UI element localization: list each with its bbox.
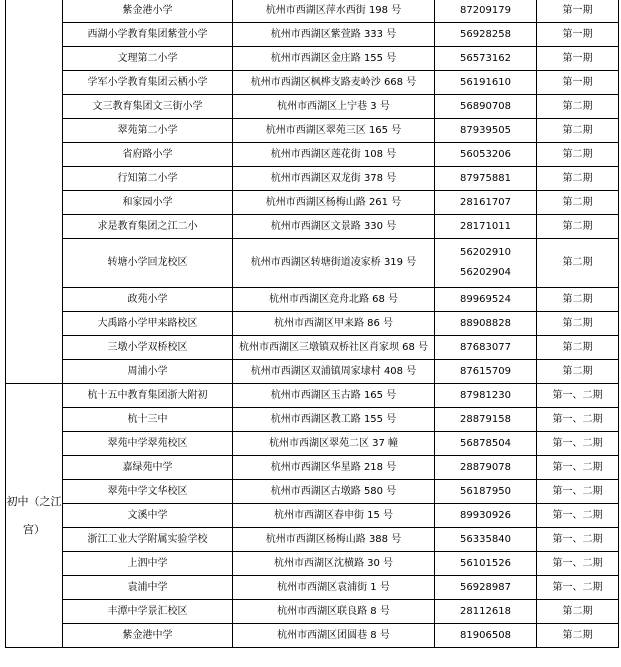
- table-row: [6, 167, 619, 191]
- address-cell: 杭州市西湖区双浦镇周家埭村 408 号: [233, 360, 435, 384]
- school-name-cell: 求是教育集团之江二小: [63, 215, 233, 239]
- school-name-cell: 和家园小学: [63, 191, 233, 215]
- period-cell: 第一期: [537, 71, 619, 95]
- table-row: [6, 384, 619, 408]
- address-cell: 杭州市西湖区杨梅山路 261 号: [233, 191, 435, 215]
- school-name-cell: 西湖小学教育集团紫萱小学: [63, 23, 233, 47]
- address-cell: 杭州市西湖区袁浦街 1 号: [233, 576, 435, 600]
- table-row: [6, 432, 619, 456]
- table-row: [6, 215, 619, 239]
- address-cell: 杭州市西湖区竞舟北路 68 号: [233, 288, 435, 312]
- table-row: [6, 191, 619, 215]
- address-cell: 杭州市西湖区三墩镇双桥社区肖家坝 68 号: [233, 336, 435, 360]
- table-row: [6, 23, 619, 47]
- table-row: [6, 239, 619, 288]
- address-cell: 杭州市西湖区古墩路 580 号: [233, 480, 435, 504]
- address-cell: 杭州市西湖区莲花街 108 号: [233, 143, 435, 167]
- school-name-cell: 紫金港小学: [63, 0, 233, 23]
- period-cell: 第二期: [537, 288, 619, 312]
- table-row: [6, 528, 619, 552]
- school-name-cell: 杭十五中教育集团浙大附初: [63, 384, 233, 408]
- phone-cell: 56101526: [435, 552, 537, 576]
- period-cell: 第二期: [537, 624, 619, 648]
- phone-number: 56202910: [460, 247, 511, 258]
- phone-cell: 87615709: [435, 360, 537, 384]
- school-name-cell: 周浦小学: [63, 360, 233, 384]
- phone-cell: 88908828: [435, 312, 537, 336]
- table-body: [6, 0, 619, 648]
- address-cell: 杭州市西湖区翠苑二区 37 幢: [233, 432, 435, 456]
- period-cell: 第一、二期: [537, 480, 619, 504]
- school-name-cell: 杭十三中: [63, 408, 233, 432]
- table-row: [6, 119, 619, 143]
- phone-number: 56202904: [460, 267, 511, 278]
- school-name-cell: 文三教育集团文三街小学: [63, 95, 233, 119]
- period-cell: 第一、二期: [537, 384, 619, 408]
- period-cell: 第二期: [537, 119, 619, 143]
- address-cell: 杭州市西湖区枫桦支路麦岭沙 668 号: [233, 71, 435, 95]
- period-cell: 第一、二期: [537, 408, 619, 432]
- school-name-cell: 转塘小学回龙校区: [63, 239, 233, 288]
- table-row: [6, 552, 619, 576]
- period-cell: 第一、二期: [537, 576, 619, 600]
- school-name-cell: 行知第二小学: [63, 167, 233, 191]
- table-row: [6, 504, 619, 528]
- period-cell: 第二期: [537, 600, 619, 624]
- phone-cell: 28171011: [435, 215, 537, 239]
- address-cell: 杭州市西湖区教工路 155 号: [233, 408, 435, 432]
- table-row: [6, 600, 619, 624]
- address-cell: 杭州市西湖区甲来路 86 号: [233, 312, 435, 336]
- address-cell: 杭州市西湖区团圆巷 8 号: [233, 624, 435, 648]
- phone-cell: 87939505: [435, 119, 537, 143]
- period-cell: 第一、二期: [537, 432, 619, 456]
- table-row: [6, 576, 619, 600]
- period-cell: 第一、二期: [537, 528, 619, 552]
- table-row: [6, 0, 619, 23]
- phone-cell: 28879078: [435, 456, 537, 480]
- period-cell: 第一期: [537, 47, 619, 71]
- school-name-cell: 学军小学教育集团云栖小学: [63, 71, 233, 95]
- address-cell: 杭州市西湖区紫萱路 333 号: [233, 23, 435, 47]
- phone-cell: 56187950: [435, 480, 537, 504]
- phone-cell: 87683077: [435, 336, 537, 360]
- school-name-cell: 翠苑中学翠苑校区: [63, 432, 233, 456]
- period-cell: 第二期: [537, 336, 619, 360]
- phone-cell: 56928987: [435, 576, 537, 600]
- period-cell: 第一期: [537, 0, 619, 23]
- table-row: [6, 360, 619, 384]
- phone-cell: 28112618: [435, 600, 537, 624]
- table-row: [6, 624, 619, 648]
- table-row: [6, 71, 619, 95]
- phone-cell: 56928258: [435, 23, 537, 47]
- phone-cell: 87981230: [435, 384, 537, 408]
- phone-cell: 56573162: [435, 47, 537, 71]
- address-cell: 杭州市西湖区沈横路 30 号: [233, 552, 435, 576]
- phone-cell: 56053206: [435, 143, 537, 167]
- school-name-cell: 三墩小学双桥校区: [63, 336, 233, 360]
- phone-cell: 28161707: [435, 191, 537, 215]
- address-cell: 杭州市西湖区杨梅山路 388 号: [233, 528, 435, 552]
- school-name-cell: 袁浦中学: [63, 576, 233, 600]
- table-row: [6, 408, 619, 432]
- school-name-cell: 丰潭中学景汇校区: [63, 600, 233, 624]
- period-cell: 第二期: [537, 312, 619, 336]
- period-cell: 第一、二期: [537, 504, 619, 528]
- table-row: [6, 95, 619, 119]
- school-schedule-table: [5, 0, 619, 648]
- period-cell: 第二期: [537, 215, 619, 239]
- phone-cell: 81906508: [435, 624, 537, 648]
- phone-cell: 87209179: [435, 0, 537, 23]
- address-cell: 杭州市西湖区翠苑三区 165 号: [233, 119, 435, 143]
- period-cell: 第二期: [537, 239, 619, 288]
- school-name-cell: 上泗中学: [63, 552, 233, 576]
- school-name-cell: 紫金港中学: [63, 624, 233, 648]
- phone-cell: [435, 239, 537, 288]
- period-cell: 第二期: [537, 191, 619, 215]
- phone-cell: 87975881: [435, 167, 537, 191]
- period-cell: 第一、二期: [537, 552, 619, 576]
- period-cell: 第一期: [537, 23, 619, 47]
- phone-cell: 56335840: [435, 528, 537, 552]
- period-cell: 第二期: [537, 143, 619, 167]
- school-name-cell: 大禹路小学甲来路校区: [63, 312, 233, 336]
- category-cell: [6, 0, 63, 384]
- address-cell: 杭州市西湖区上宁巷 3 号: [233, 95, 435, 119]
- table-row: [6, 456, 619, 480]
- address-cell: 杭州市西湖区转塘街道凌家桥 319 号: [233, 239, 435, 288]
- address-cell: 杭州市西湖区金庄路 155 号: [233, 47, 435, 71]
- school-name-cell: 政苑小学: [63, 288, 233, 312]
- table-row: [6, 47, 619, 71]
- phone-cell: 56890708: [435, 95, 537, 119]
- address-cell: 杭州市西湖区双龙街 378 号: [233, 167, 435, 191]
- address-cell: 杭州市西湖区联良路 8 号: [233, 600, 435, 624]
- school-name-cell: 文溪中学: [63, 504, 233, 528]
- table-row: [6, 288, 619, 312]
- period-cell: 第二期: [537, 167, 619, 191]
- phone-cell: 56878504: [435, 432, 537, 456]
- school-name-cell: 嘉绿苑中学: [63, 456, 233, 480]
- school-name-cell: 省府路小学: [63, 143, 233, 167]
- address-cell: 杭州市西湖区萍水西街 198 号: [233, 0, 435, 23]
- table-row: [6, 480, 619, 504]
- table-row: [6, 143, 619, 167]
- period-cell: 第二期: [537, 360, 619, 384]
- school-name-cell: 文理第二小学: [63, 47, 233, 71]
- category-cell: 初中（之江宫）: [6, 384, 63, 648]
- address-cell: 杭州市西湖区玉古路 165 号: [233, 384, 435, 408]
- phone-cell: 89930926: [435, 504, 537, 528]
- address-cell: 杭州市西湖区春申街 15 号: [233, 504, 435, 528]
- school-name-cell: 浙江工业大学附属实验学校: [63, 528, 233, 552]
- phone-cell: 89969524: [435, 288, 537, 312]
- school-name-cell: 翠苑中学文华校区: [63, 480, 233, 504]
- period-cell: 第一、二期: [537, 456, 619, 480]
- period-cell: 第二期: [537, 95, 619, 119]
- table-row: [6, 312, 619, 336]
- address-cell: 杭州市西湖区文景路 330 号: [233, 215, 435, 239]
- table-row: [6, 336, 619, 360]
- address-cell: 杭州市西湖区华星路 218 号: [233, 456, 435, 480]
- phone-cell: 56191610: [435, 71, 537, 95]
- school-name-cell: 翠苑第二小学: [63, 119, 233, 143]
- phone-cell: 28879158: [435, 408, 537, 432]
